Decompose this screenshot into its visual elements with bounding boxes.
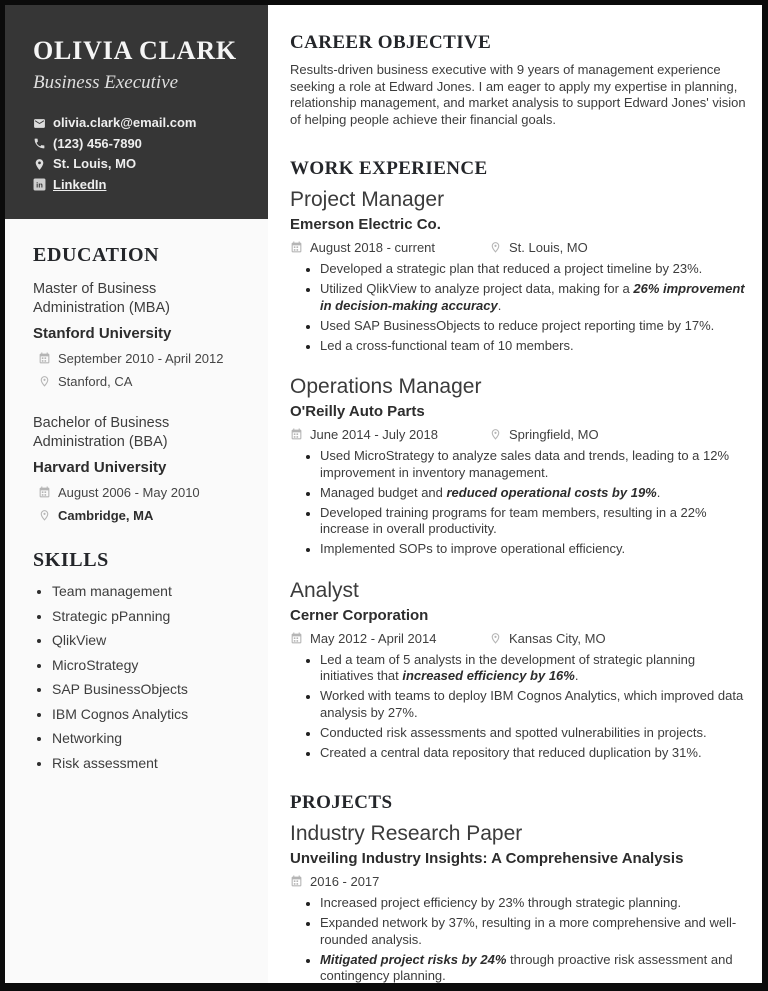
skill-item: • QlikView — [52, 631, 246, 650]
education-dates-text: September 2010 - April 2012 — [58, 351, 224, 366]
job-company: Cerner Corporation — [290, 606, 429, 624]
education-section — [5, 244, 268, 524]
email-icon — [33, 117, 46, 130]
contact-list — [33, 113, 244, 195]
skill-item: • IBM Cognos Analytics — [52, 705, 246, 724]
job-dates-text: August 2018 - current — [310, 240, 436, 255]
bullet-item: • Led a cross-functional team of 10 members. — [320, 338, 746, 355]
calendar-icon — [38, 486, 51, 499]
job-location — [489, 426, 599, 443]
contact-linkedin — [33, 175, 244, 196]
projects-section — [290, 791, 746, 983]
skill-item: • Strategic pPanning — [52, 607, 246, 626]
calendar-icon — [290, 428, 303, 441]
location-icon — [489, 632, 502, 645]
calendar-icon — [290, 241, 303, 254]
calendar-icon — [38, 352, 51, 365]
job-meta-row — [290, 426, 746, 443]
job-title: Project Manager — [290, 188, 445, 211]
job-meta-row — [290, 630, 746, 647]
contact-phone-text: (123) 456-7890 — [53, 135, 142, 151]
linkedin-link[interactable]: LinkedIn — [53, 176, 107, 192]
person-title: Business Executive — [33, 72, 179, 93]
bullet-item: • Used SAP BusinessObjects to reduce project reporting time by 17%. — [320, 318, 746, 335]
job-location-text: Kansas City, MO — [509, 630, 606, 646]
sidebar-header — [5, 5, 268, 219]
skills-heading: SKILLS — [33, 549, 109, 571]
bullet-item: • Developed a strategic plan that reduced a project timeline by 23%. — [320, 261, 746, 278]
education-location — [33, 373, 246, 390]
skill-item: • Team management — [52, 582, 246, 601]
bullet-item: • Managed budget and reduced operational costs by 19%. — [320, 485, 746, 502]
bullet-item: • Created a central data repository that reduced duplication by 31%. — [320, 745, 746, 762]
job-entry — [290, 374, 746, 558]
project-subtitle: Unveiling Industry Insights: A Comprehensive Analysis — [290, 850, 684, 867]
job-company: Emerson Electric Co. — [290, 216, 441, 233]
bullet-item: • Used MicroStrategy to analyze sales data and trends, leading to a 12% improvement in inventory management. — [320, 448, 746, 481]
education-dates — [33, 350, 246, 367]
calendar-icon — [290, 875, 303, 888]
project-meta-row — [290, 873, 746, 890]
contact-phone — [33, 134, 244, 155]
contact-location — [33, 154, 244, 175]
skills-list — [33, 582, 246, 773]
linkedin-icon — [33, 178, 46, 191]
skill-item: • MicroStrategy — [52, 656, 246, 675]
person-name: OLIVIA CLARK — [33, 36, 237, 65]
career-objective-section — [290, 31, 746, 128]
phone-icon — [33, 137, 46, 150]
location-icon — [489, 241, 502, 254]
project-dates-text: 2016 - 2017 — [310, 874, 380, 889]
main-content — [268, 5, 762, 983]
job-entry — [290, 187, 746, 354]
career-objective-text: Results-driven business executive with 9 years of management experience seeking a role at Edward Jones. I am eager to apply my expertise in planning, relationship management, and market analysis to support Edward Jones' vision of helping people achieve their financial goals. — [290, 62, 746, 127]
job-dates-text: May 2012 - April 2014 — [310, 630, 437, 646]
job-location — [489, 239, 588, 256]
bullet-item: • Worked with teams to deploy IBM Cognos Analytics, which improved data analysis by 27%. — [320, 688, 746, 721]
bullet-item: • Implemented SOPs to improve operational efficiency. — [320, 541, 746, 558]
education-location-text: Stanford, CA — [58, 374, 133, 389]
projects-heading: PROJECTS — [290, 792, 393, 813]
calendar-icon — [290, 632, 303, 645]
location-icon — [489, 428, 502, 441]
school-name: Harvard University — [33, 459, 167, 476]
job-title: Operations Manager — [290, 375, 482, 398]
location-icon — [38, 375, 51, 388]
location-icon — [38, 509, 51, 522]
project-bullets — [290, 895, 746, 983]
work-experience-section — [290, 157, 746, 761]
career-objective-heading: CAREER OBJECTIVE — [290, 32, 492, 53]
location-icon — [33, 158, 46, 171]
resume-page — [5, 5, 762, 983]
skill-item: • Networking — [52, 729, 246, 748]
job-meta-row — [290, 239, 746, 256]
bullet-item: • Led a team of 5 analysts in the development of strategic planning initiatives that increased efficiency by 16%. — [320, 652, 746, 685]
sidebar — [5, 5, 268, 983]
job-dates — [290, 630, 489, 647]
job-dates-text: June 2014 - July 2018 — [310, 427, 438, 442]
job-bullets — [290, 261, 746, 354]
bullet-item: • Expanded network by 37%, resulting in a more comprehensive and well-rounded analysis. — [320, 915, 746, 948]
job-title: Analyst — [290, 578, 359, 602]
job-location — [489, 630, 606, 647]
job-dates — [290, 239, 489, 256]
job-bullets — [290, 448, 746, 558]
project-dates — [290, 873, 379, 890]
skill-item: • Risk assessment — [52, 754, 246, 773]
education-location-text: Cambridge, MA — [58, 508, 154, 523]
education-dates — [33, 484, 246, 501]
contact-location-text: St. Louis, MO — [53, 156, 137, 171]
project-entry — [290, 821, 746, 983]
bullet-item: • Developed training programs for team members, resulting in a 22% increase in overall productivity. — [320, 505, 746, 538]
job-bullets — [290, 652, 746, 762]
job-company: O'Reilly Auto Parts — [290, 403, 425, 420]
skills-section — [5, 549, 268, 773]
bullet-item: • Conducted risk assessments and spotted vulnerabilities in projects. — [320, 725, 746, 742]
work-experience-heading: WORK EXPERIENCE — [290, 158, 488, 179]
job-location-text: Springfield, MO — [509, 427, 599, 442]
bullet-item: • Mitigated project risks by 24% through proactive risk assessment and contingency planning. — [320, 952, 746, 984]
skill-item: • SAP BusinessObjects — [52, 680, 246, 699]
svg-text:in: in — [36, 180, 43, 190]
project-title: Industry Research Paper — [290, 822, 523, 845]
school-name: Stanford University — [33, 325, 172, 342]
job-entry — [290, 578, 746, 762]
bullet-item: • Utilized QlikView to analyze project data, making for a 26% improvement in decision-making accuracy. — [320, 281, 746, 314]
contact-email — [33, 113, 244, 134]
education-entry — [33, 280, 246, 390]
education-heading: EDUCATION — [33, 244, 160, 266]
degree-name: Bachelor of Business Administration (BBA) — [33, 415, 170, 450]
contact-email-text: olivia.clark@email.com — [53, 115, 197, 130]
bullet-item: • Increased project efficiency by 23% through strategic planning. — [320, 895, 746, 912]
education-entry — [33, 414, 246, 524]
education-location — [33, 507, 246, 524]
education-dates-text: August 2006 - May 2010 — [58, 485, 200, 500]
degree-name: Master of Business Administration (MBA) — [33, 281, 170, 316]
job-location-text: St. Louis, MO — [509, 240, 588, 255]
job-dates — [290, 426, 489, 443]
